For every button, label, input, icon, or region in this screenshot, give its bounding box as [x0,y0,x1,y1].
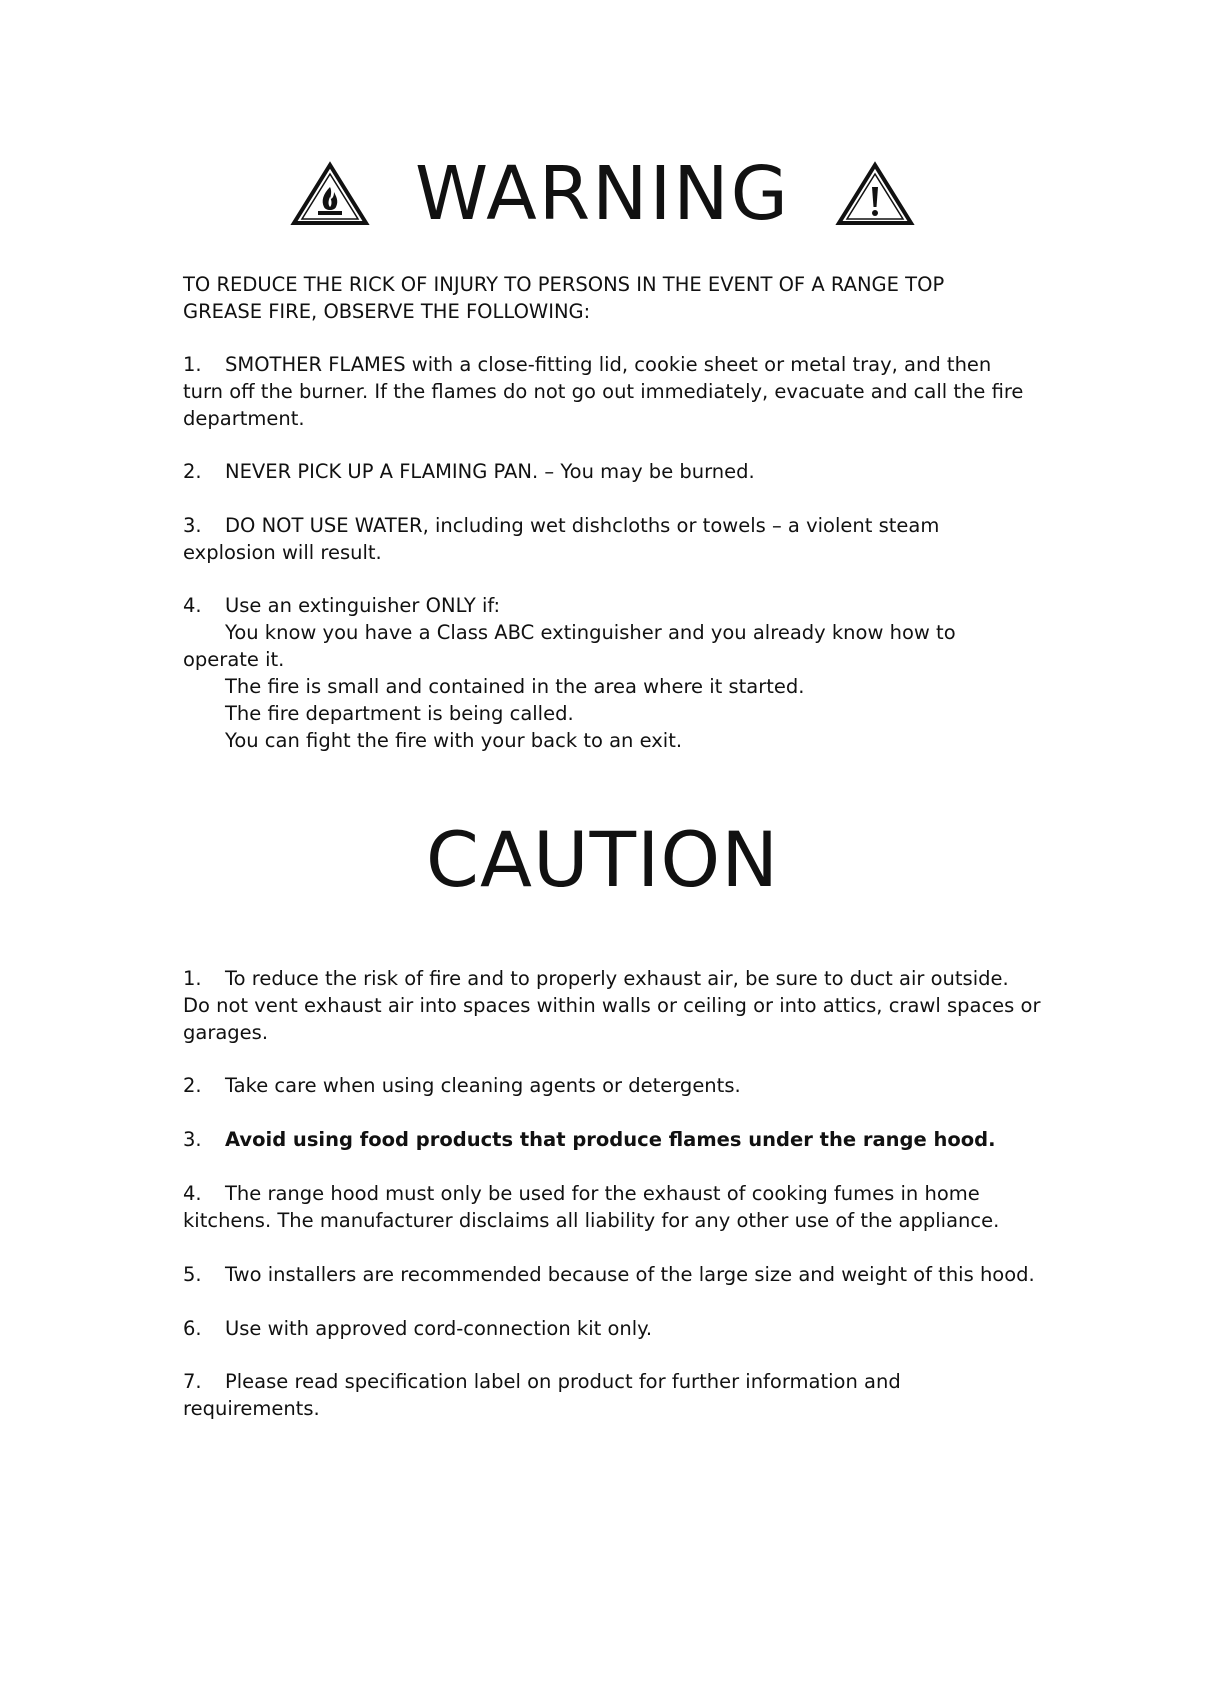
item-number: 5. [183,1263,202,1286]
warning-item-2 [183,458,1053,485]
item-number: 3. [183,514,202,537]
item-text: requirements. [183,1397,320,1420]
item-text: kitchens. The manufacturer disclaims all liability for any other use of the appliance. [183,1209,1000,1232]
item-text: Do not vent exhaust air into spaces within walls or ceiling or into attics, crawl spaces or [183,994,1041,1017]
exclamation-triangle-icon [835,161,915,227]
caution-item-5 [183,1261,1053,1288]
caution-item-2 [183,1072,1053,1099]
item-text: To reduce the risk of fire and to properly exhaust air, be sure to duct air outside. [225,967,1009,990]
caution-item-6 [183,1315,1053,1342]
item-number: 7. [183,1370,202,1393]
warning-item-3 [183,512,1053,566]
item-number: 1. [183,967,202,990]
warning-heading [0,151,1205,237]
warning-intro [183,271,1053,325]
item-text: Two installers are recommended because of the large size and weight of this hood. [225,1263,1035,1286]
caution-heading [0,815,1205,904]
warning-title: WARNING [414,151,791,237]
sub-condition: The fire is small and contained in the area where it started. [225,675,805,698]
item-number: 3. [183,1128,202,1151]
flammable-icon [290,161,370,227]
item-text: Take care when using cleaning agents or detergents. [225,1074,741,1097]
item-text: The range hood must only be used for the exhaust of cooking fumes in home [225,1182,980,1205]
caution-item-3 [183,1126,1053,1153]
item-text: Avoid using food products that produce flames under the range hood. [225,1128,996,1151]
item-number: 2. [183,460,202,483]
item-text: Use with approved cord-connection kit only. [225,1317,653,1340]
caution-title: CAUTION [425,815,780,904]
caution-item-1 [183,965,1053,1046]
item-number: 4. [183,1182,202,1205]
warning-item-4 [183,592,1053,754]
item-text: DO NOT USE WATER, including wet dishcloths or towels – a violent steam [225,514,940,537]
sub-condition: You know you have a Class ABC extinguisher and you already know how to [225,621,956,644]
item-text: garages. [183,1021,269,1044]
item-text: Please read specification label on product for further information and [225,1370,901,1393]
intro-line: GREASE FIRE, OBSERVE THE FOLLOWING: [183,300,591,323]
item-number: 6. [183,1317,202,1340]
caution-item-4 [183,1180,1053,1234]
item-text: Use an extinguisher ONLY if: [225,594,501,617]
warning-item-1 [183,351,1053,432]
item-text: SMOTHER FLAMES with a close-fitting lid, cookie sheet or metal tray, and then [225,353,992,376]
item-text: NEVER PICK UP A FLAMING PAN. – You may be burned. [225,460,755,483]
sub-condition: You can fight the fire with your back to an exit. [225,729,683,752]
item-number: 2. [183,1074,202,1097]
sub-condition: The fire department is being called. [225,702,574,725]
item-text: turn off the burner. If the flames do not go out immediately, evacuate and call the fire [183,380,1024,403]
sub-condition: operate it. [183,648,285,671]
caution-item-7 [183,1368,1053,1422]
item-text: department. [183,407,305,430]
intro-line: TO REDUCE THE RICK OF INJURY TO PERSONS IN THE EVENT OF A RANGE TOP [183,273,945,296]
item-text: explosion will result. [183,541,382,564]
item-number: 4. [183,594,202,617]
item-number: 1. [183,353,202,376]
